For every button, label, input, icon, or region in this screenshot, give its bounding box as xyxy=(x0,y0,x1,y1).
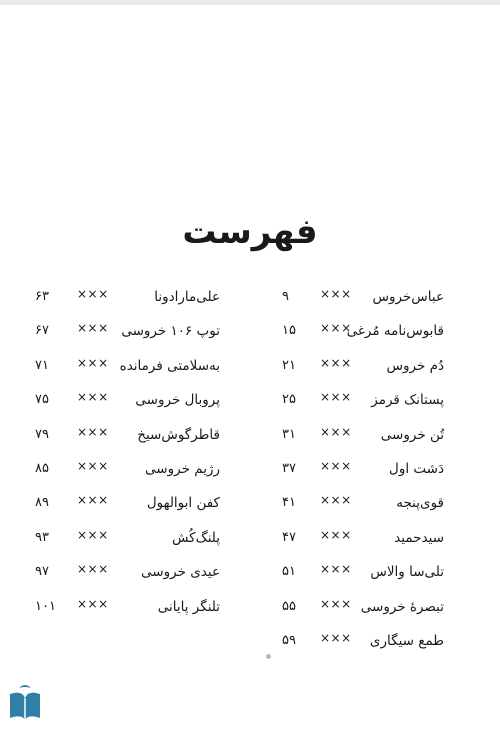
toc-entry xyxy=(282,314,444,348)
toc-entry-page-number: ۹۳ xyxy=(35,529,49,545)
toc-entry-page-number: ۷۵ xyxy=(35,392,49,408)
toc-entry-title: تلنگر پایانی xyxy=(157,598,220,615)
toc-entry xyxy=(282,624,444,658)
toc-entry-title: عباس‌خروس xyxy=(372,289,444,305)
toc-entry xyxy=(282,280,444,314)
toc-entry-leader: ××× xyxy=(77,562,109,577)
toc-entry-leader: ××× xyxy=(77,355,109,370)
toc-entry xyxy=(282,521,444,555)
publisher-logo-icon xyxy=(2,680,48,726)
toc-entry-title: سیدحمید xyxy=(394,529,444,546)
toc-entry-title: تلی‌سا والاس xyxy=(370,564,444,581)
toc-entry xyxy=(282,383,444,417)
toc-entry-page-number: ۹ xyxy=(282,289,289,304)
toc-column-left xyxy=(35,280,220,624)
toc-entry-title: قاطرگوش‌سیخ xyxy=(137,426,220,443)
toc-entry xyxy=(282,486,444,520)
toc-entry-page-number: ۲۵ xyxy=(282,392,296,408)
toc-entry-leader: ××× xyxy=(77,493,109,508)
toc-entry xyxy=(282,418,444,452)
toc-entry-leader: ××× xyxy=(77,321,109,336)
page-top-edge xyxy=(0,0,500,5)
toc-entry-leader: ××× xyxy=(320,596,352,611)
toc-entry xyxy=(35,590,220,624)
toc-entry-page-number: ۱۵ xyxy=(282,323,296,339)
toc-entry-page-number: ۹۷ xyxy=(35,564,49,580)
toc-entry xyxy=(35,314,220,348)
toc-entry-page-number: ۷۹ xyxy=(35,426,49,442)
toc-entry-leader: ××× xyxy=(320,562,352,577)
toc-entry-title: تبصرۀ خروسی xyxy=(360,598,444,615)
toc-entry-title: پستانک قرمز xyxy=(371,392,444,409)
toc-entry-page-number: ۵۹ xyxy=(282,632,296,648)
toc-entry-leader: ××× xyxy=(320,458,352,473)
toc-entry-page-number: ۵۵ xyxy=(282,598,296,614)
toc-entry-page-number: ۸۹ xyxy=(35,495,49,511)
toc-entry xyxy=(282,349,444,383)
toc-entry-page-number: ۳۷ xyxy=(282,460,296,476)
toc-entry-title: تُن خروسی xyxy=(380,426,444,443)
toc-entry-leader: ××× xyxy=(77,458,109,473)
toc-entry-page-number: ۴۱ xyxy=(282,495,296,511)
toc-entry-leader: ××× xyxy=(320,493,352,508)
toc-entry-leader: ××× xyxy=(77,596,109,611)
toc-entry xyxy=(35,349,220,383)
toc-entry-page-number: ۱۰۱ xyxy=(35,598,56,614)
toc-entry-title: پلنگ‌کُش xyxy=(171,529,220,546)
toc-entry-title: علی‌مارادونا xyxy=(154,289,220,305)
toc-entry xyxy=(35,280,220,314)
toc-entry xyxy=(282,590,444,624)
toc-entry-leader: ××× xyxy=(77,390,109,405)
page-title: فهرست xyxy=(182,212,318,252)
toc-entry-leader: ××× xyxy=(320,355,352,370)
toc-entry-leader: ××× xyxy=(320,424,352,439)
toc-column-right xyxy=(282,280,444,658)
toc-entry-title: قوی‌پنجه xyxy=(396,495,444,512)
toc-entry-title: دُم خروس xyxy=(386,357,444,374)
toc-entry xyxy=(35,418,220,452)
toc-entry-leader: ××× xyxy=(320,287,352,301)
decorative-dot xyxy=(266,654,271,659)
toc-entry-title: پروبال خروسی xyxy=(135,392,220,409)
toc-entry-page-number: ۶۳ xyxy=(35,289,49,304)
toc-entry xyxy=(35,383,220,417)
toc-entry-leader: ××× xyxy=(320,321,352,336)
toc-entry-leader: ××× xyxy=(320,390,352,405)
toc-entry-title: رژیم خروسی xyxy=(145,460,220,477)
toc-entry-page-number: ۸۵ xyxy=(35,460,49,476)
toc-entry-page-number: ۳۱ xyxy=(282,426,296,442)
toc-entry xyxy=(35,452,220,486)
toc-entry-title: عیدی خروسی xyxy=(141,564,220,581)
toc-entry-title: قابوس‌نامه مُرغی xyxy=(346,323,444,340)
toc-entry-title: طمع سیگاری xyxy=(369,632,444,649)
toc-entry-title: به‌سلامتی فرمانده xyxy=(119,357,220,374)
toc-entry xyxy=(35,555,220,589)
toc-entry-title: توپ ۱۰۶ خروسی xyxy=(121,323,220,340)
toc-entry-title: کفن ابوالهول xyxy=(146,495,220,512)
toc-entry-leader: ××× xyxy=(320,630,352,645)
toc-entry-title: دَشت اول xyxy=(389,460,444,477)
toc-entry-page-number: ۵۱ xyxy=(282,564,296,580)
toc-entry-page-number: ۶۷ xyxy=(35,323,49,339)
toc-entry-page-number: ۲۱ xyxy=(282,357,296,373)
toc-entry xyxy=(35,486,220,520)
toc-entry-leader: ××× xyxy=(77,287,109,301)
toc-entry-page-number: ۷۱ xyxy=(35,357,49,373)
toc-entry xyxy=(282,452,444,486)
toc-entry-leader: ××× xyxy=(77,424,109,439)
toc-entry-leader: ××× xyxy=(320,527,352,542)
toc-entry xyxy=(282,555,444,589)
toc-entry-leader: ××× xyxy=(77,527,109,542)
toc-entry-page-number: ۴۷ xyxy=(282,529,296,545)
toc-entry xyxy=(35,521,220,555)
